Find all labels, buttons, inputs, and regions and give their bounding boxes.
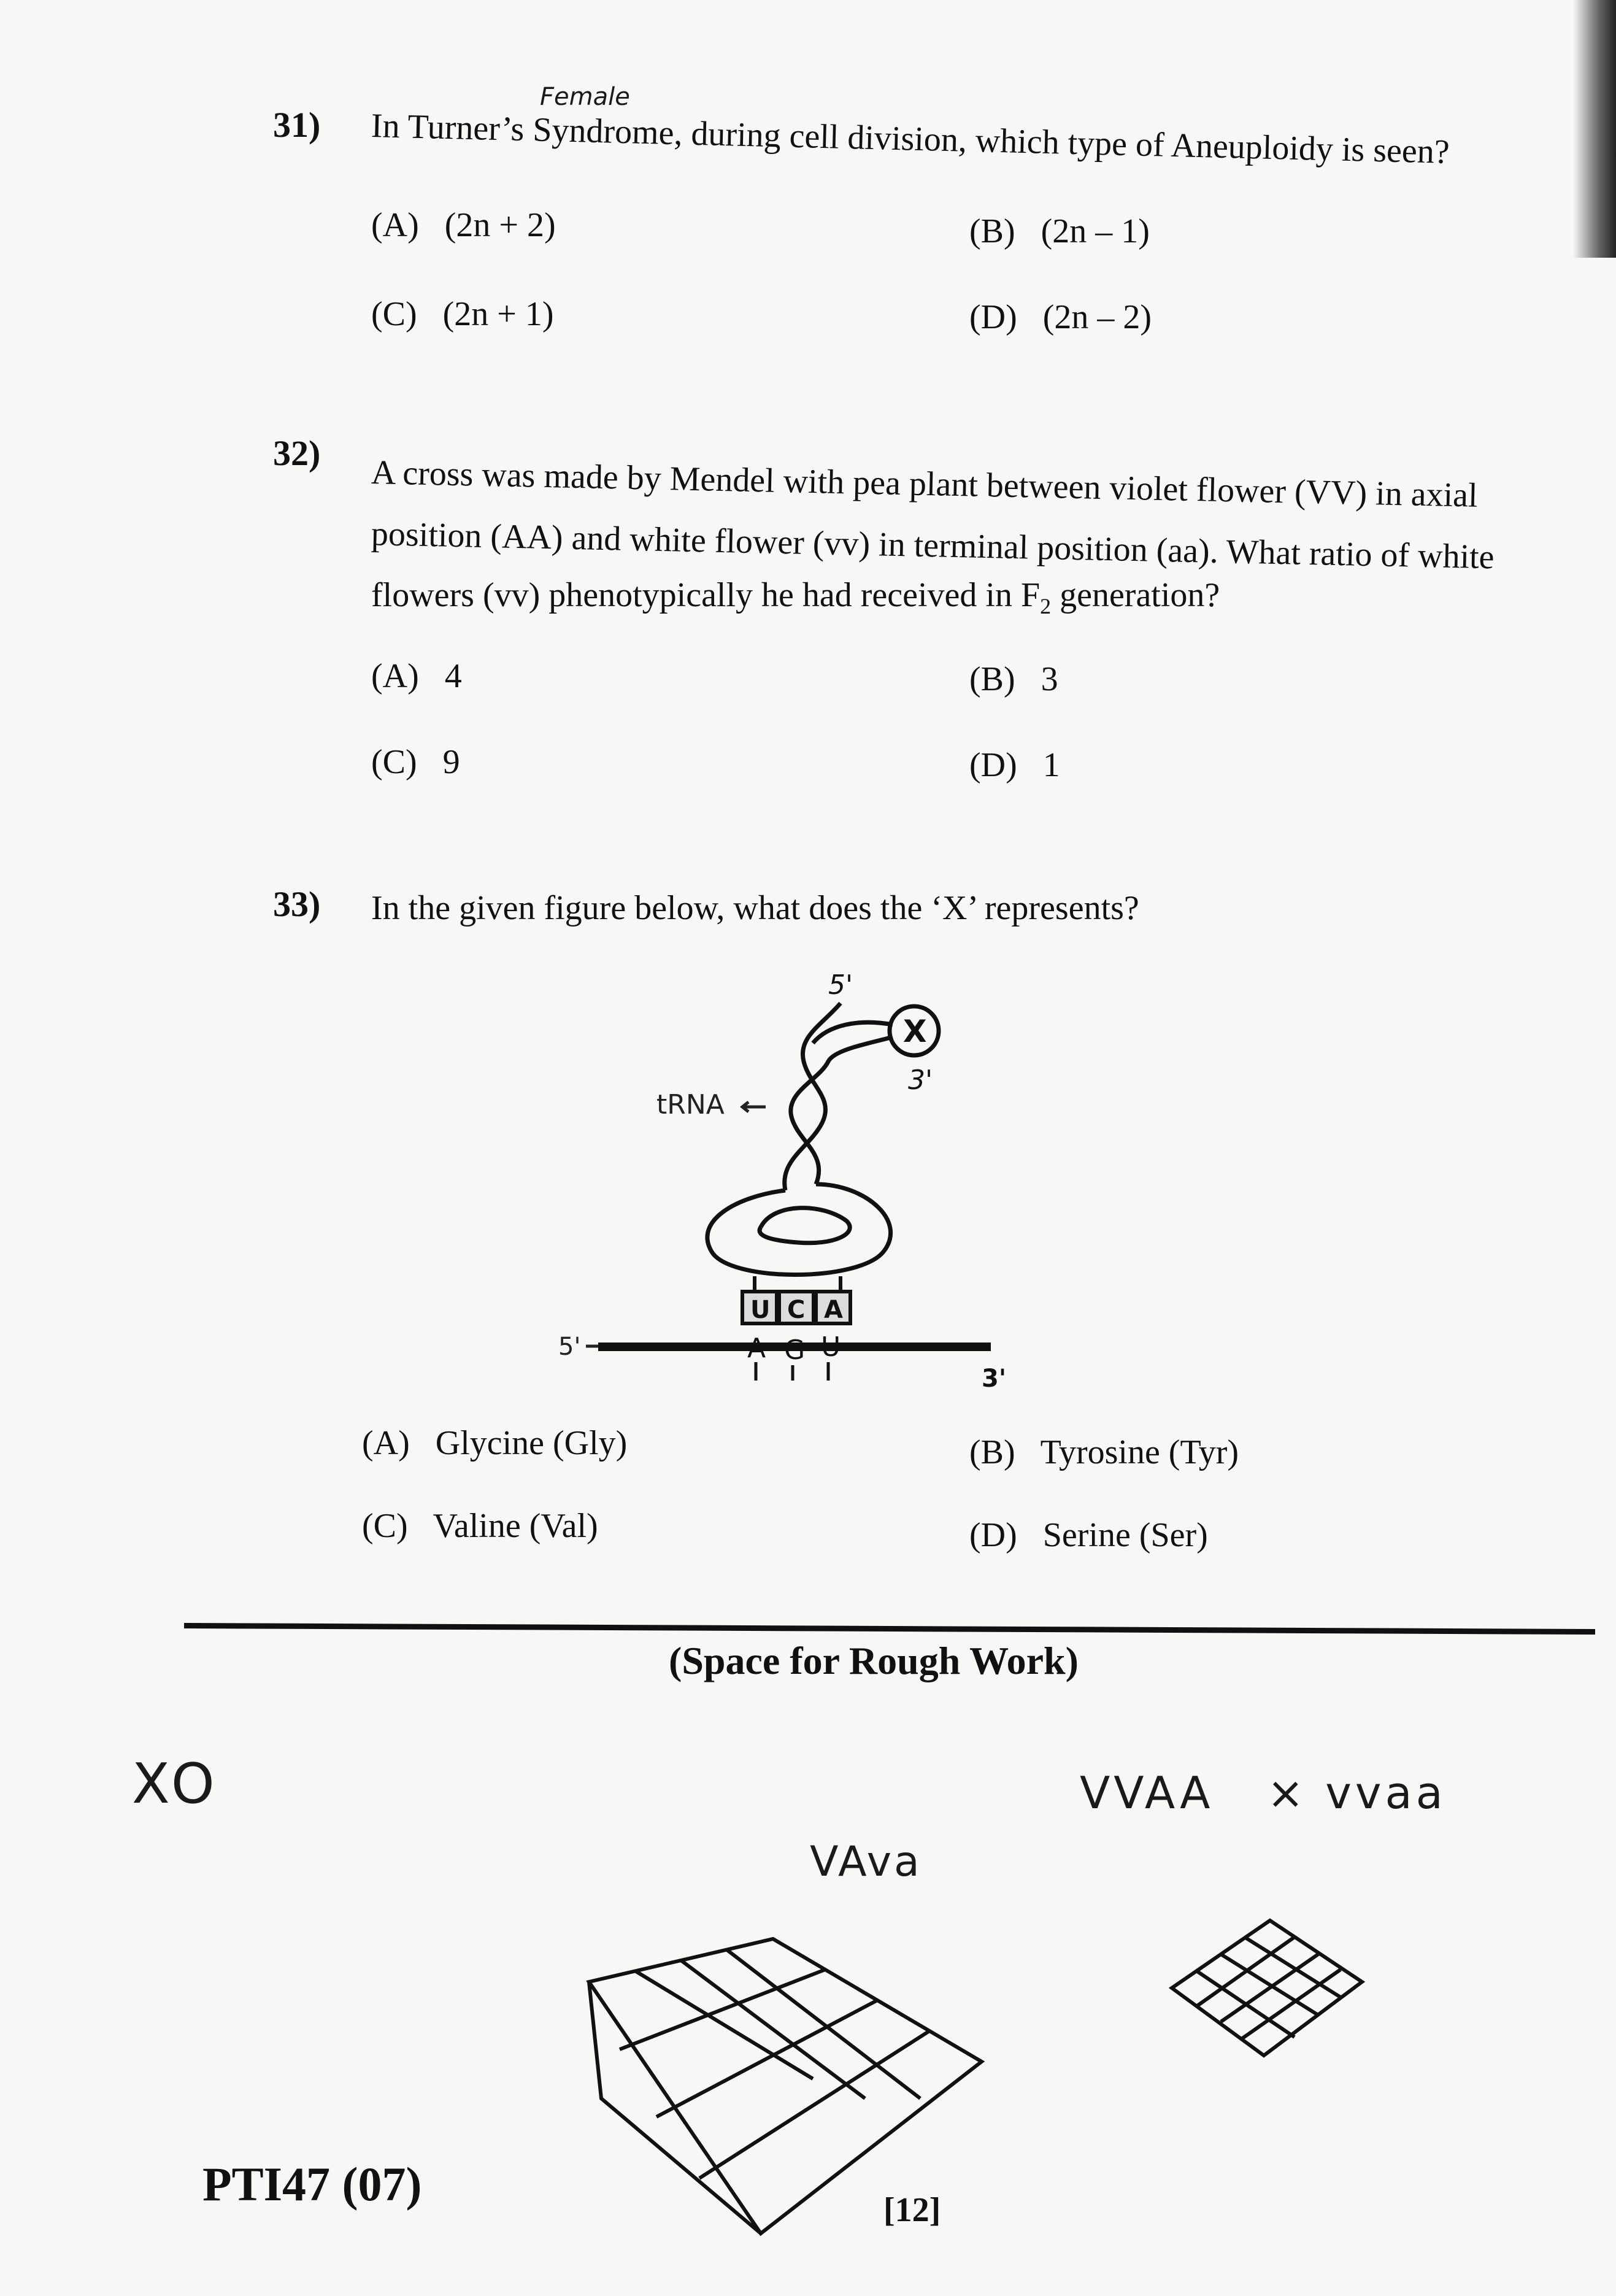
anticodon-base-2: C — [787, 1296, 806, 1324]
option-text: 4 — [444, 657, 462, 695]
grid-outline — [589, 1939, 982, 2233]
punnett-grid-small — [1160, 1896, 1380, 2092]
q32-option-c[interactable] — [371, 742, 460, 782]
q31-option-c[interactable] — [371, 295, 554, 334]
q32-text-start: flowers (vv) phenotypically he had received in F — [371, 576, 1041, 614]
q32-text-line-1: A cross was made by Mendel with pea plant between violet flower (VV) in axial — [371, 453, 1479, 515]
three-prime-top-label: 3' — [908, 1065, 933, 1096]
q31-option-a[interactable] — [371, 206, 556, 245]
option-text: 3 — [1041, 660, 1058, 698]
mrna-five-prime-label: 5' — [558, 1333, 581, 1361]
q32-text-line-3 — [371, 564, 1220, 637]
option-text: 9 — [442, 743, 460, 781]
option-text: (2n – 1) — [1041, 212, 1150, 250]
option-label: (B) — [969, 212, 1015, 250]
trna-body-loop — [707, 1184, 891, 1275]
option-text: Tyrosine (Tyr) — [1040, 1433, 1239, 1471]
q32-option-a[interactable] — [371, 657, 462, 696]
option-label: (B) — [969, 1433, 1015, 1471]
q31-annotation: Female — [540, 83, 630, 111]
trna-strand-2 — [791, 1037, 893, 1184]
grid-line — [699, 2031, 929, 2178]
option-text: (2n + 1) — [442, 295, 554, 333]
paper-code: PTI47 (07) — [202, 2157, 422, 2211]
option-label: (D) — [969, 298, 1017, 336]
grid-line — [727, 1950, 920, 2098]
anticodon-base-1: U — [750, 1296, 771, 1324]
q33-option-c[interactable] — [362, 1506, 598, 1546]
option-label: (D) — [969, 1516, 1017, 1554]
option-label: (A) — [371, 206, 419, 244]
q31-option-b[interactable] — [969, 212, 1150, 251]
grid-line — [635, 1971, 813, 2079]
trna-inner-loop — [760, 1208, 850, 1243]
q31-text: In Turner’s Syndrome, during cell division, which type of Aneuploidy is seen? — [371, 107, 1450, 171]
option-text: 1 — [1042, 746, 1060, 784]
q32-option-d[interactable] — [969, 745, 1060, 785]
five-prime-top-label: 5' — [828, 969, 853, 1001]
x-label: X — [903, 1014, 927, 1049]
grid-line — [656, 2000, 877, 2117]
subscript-2: 2 — [1040, 594, 1052, 619]
q32-number: 32) — [273, 433, 321, 473]
grid-line — [1245, 1938, 1341, 1997]
option-text: Valine (Val) — [433, 1507, 598, 1545]
trna-figure — [540, 957, 1043, 1411]
mrna-three-prime-label: 3' — [982, 1365, 1007, 1393]
page-number: [12] — [883, 2191, 941, 2229]
option-label: (A) — [371, 657, 419, 695]
q33-text: In the given figure below, what does the ‘X’ represents? — [371, 889, 1139, 927]
punnett-grid-large — [552, 1914, 1031, 2258]
q31-number: 31) — [273, 105, 321, 145]
trna-pointer-arrow — [742, 1102, 766, 1112]
rough-gametes: VAva — [810, 1838, 922, 1886]
rough-cross-genotypes: VVAA × vvaa — [1080, 1767, 1447, 1819]
rough-work-title: (Space for Rough Work) — [669, 1639, 1079, 1682]
grid-line — [1242, 1970, 1341, 2038]
option-label: (A) — [362, 1424, 410, 1462]
trna-label: tRNA — [656, 1089, 725, 1120]
grid-line — [681, 1960, 865, 2098]
q33-option-d[interactable] — [969, 1516, 1208, 1555]
option-label: (C) — [371, 295, 417, 333]
option-text: Serine (Ser) — [1042, 1516, 1208, 1554]
option-text: (2n + 2) — [444, 206, 556, 244]
rough-work-divider — [184, 1623, 1595, 1635]
mrna-strand — [598, 1343, 991, 1351]
q32-text-line-2: position (AA) and white flower (vv) in terminal position (aa). What ratio of white — [371, 515, 1495, 577]
q33-number: 33) — [273, 884, 321, 924]
option-label: (C) — [371, 743, 417, 781]
anticodon-base-3: A — [824, 1296, 843, 1324]
grid-line — [1196, 1937, 1295, 2006]
option-label: (C) — [362, 1507, 408, 1545]
option-text: Glycine (Gly) — [435, 1424, 628, 1462]
rough-xo: XO — [132, 1752, 220, 1816]
q33-option-a[interactable] — [362, 1423, 627, 1463]
anticodon-stem — [755, 1276, 841, 1292]
q32-option-b[interactable] — [969, 660, 1058, 699]
option-label: (B) — [969, 660, 1015, 698]
option-label: (D) — [969, 746, 1017, 784]
page-edge-shadow — [1573, 0, 1616, 258]
q31-option-d[interactable] — [969, 298, 1152, 337]
option-text: (2n – 2) — [1042, 298, 1152, 336]
q33-option-b[interactable] — [969, 1433, 1239, 1472]
q32-text-end: generation? — [1051, 576, 1220, 614]
